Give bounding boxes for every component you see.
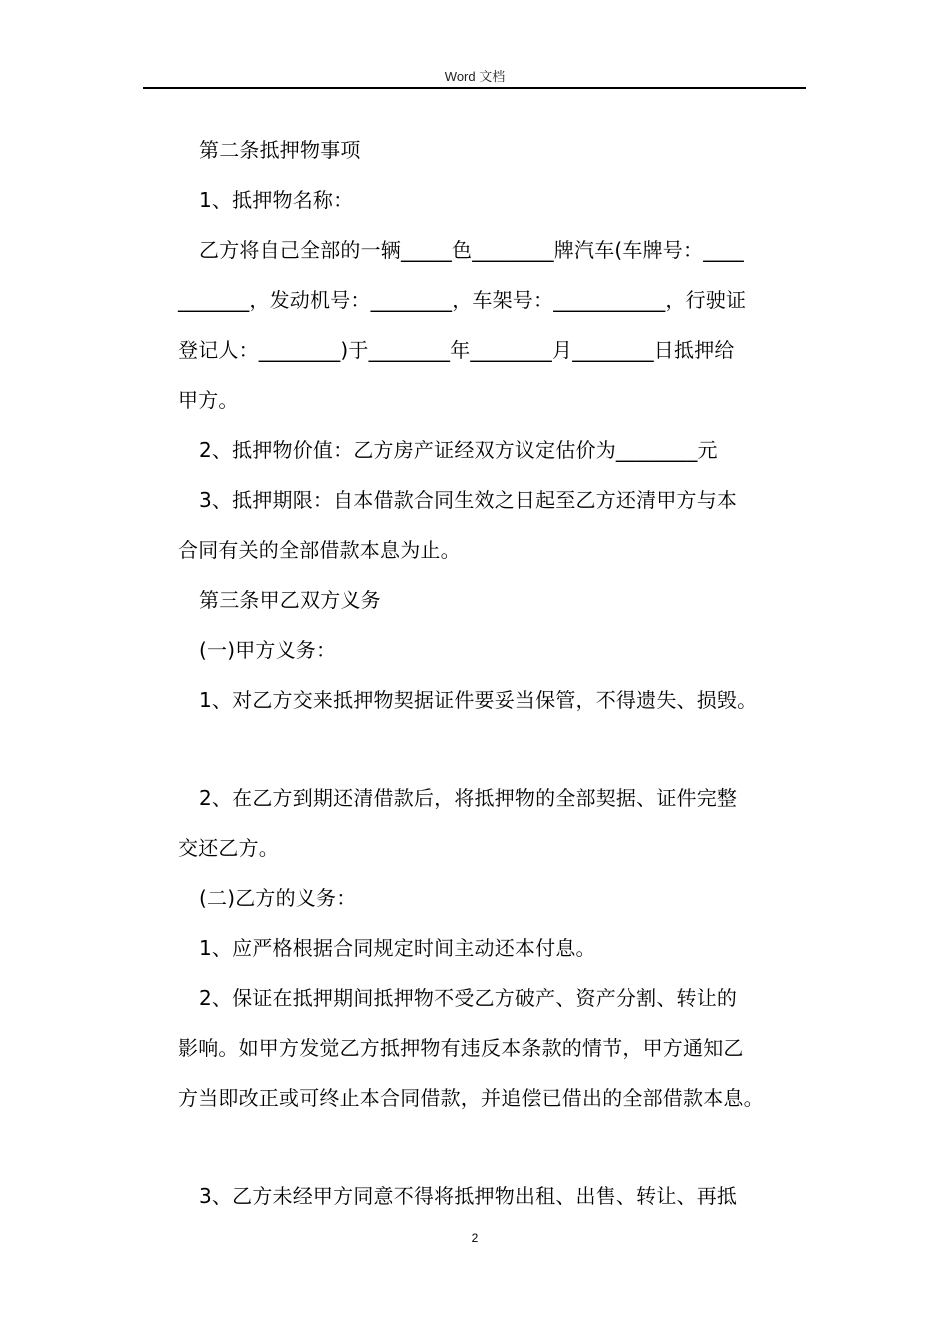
- paragraph-line: 1、对乙方交来抵押物契据证件要妥当保管，不得遗失、损毁。: [199, 688, 758, 712]
- paragraph-line: 1、应严格根据合同规定时间主动还本付息。: [199, 936, 596, 960]
- paragraph-line: 2、在乙方到期还清借款后，将抵押物的全部契据、证件完整: [199, 786, 738, 810]
- subheading-party-b: (二)乙方的义务：: [199, 886, 357, 910]
- header-label: Word 文档: [444, 69, 506, 84]
- paragraph-line: 影响。如甲方发觉乙方抵押物有违反本条款的情节，甲方通知乙: [178, 1036, 744, 1060]
- paragraph-line: 1、抵押物名称：: [199, 188, 354, 212]
- paragraph-line: 甲方。: [178, 388, 239, 412]
- paragraph-line: 合同有关的全部借款本息为止。: [178, 538, 461, 562]
- header-rule: [143, 87, 806, 89]
- subheading-party-a: (一)甲方义务：: [199, 638, 337, 662]
- section-heading-article-2: 第二条抵押物事项: [199, 138, 361, 162]
- section-heading-article-3: 第三条甲乙双方义务: [199, 588, 381, 612]
- paragraph-line: 2、抵押物价值：乙方房产证经双方议定估价为________元: [199, 438, 718, 462]
- paragraph-line: 3、抵押期限：自本借款合同生效之日起至乙方还清甲方与本: [199, 488, 738, 512]
- paragraph-line: 登记人：________)于________年________月________日抵押给: [178, 338, 735, 362]
- paragraph-line: 方当即改正或可终止本合同借款，并追偿已借出的全部借款本息。: [178, 1086, 764, 1110]
- paragraph-line: 3、乙方未经甲方同意不得将抵押物出租、出售、转让、再抵: [199, 1184, 738, 1208]
- paragraph-line: 乙方将自己全部的一辆_____色________牌汽车(车牌号：____: [199, 238, 745, 262]
- page-number: 2: [471, 1231, 479, 1245]
- paragraph-line: 2、保证在抵押期间抵押物不受乙方破产、资产分割、转让的: [199, 986, 738, 1010]
- paragraph-line: _______，发动机号：________，车架号：___________，行驶证: [178, 288, 747, 312]
- paragraph-line: 交还乙方。: [178, 836, 279, 860]
